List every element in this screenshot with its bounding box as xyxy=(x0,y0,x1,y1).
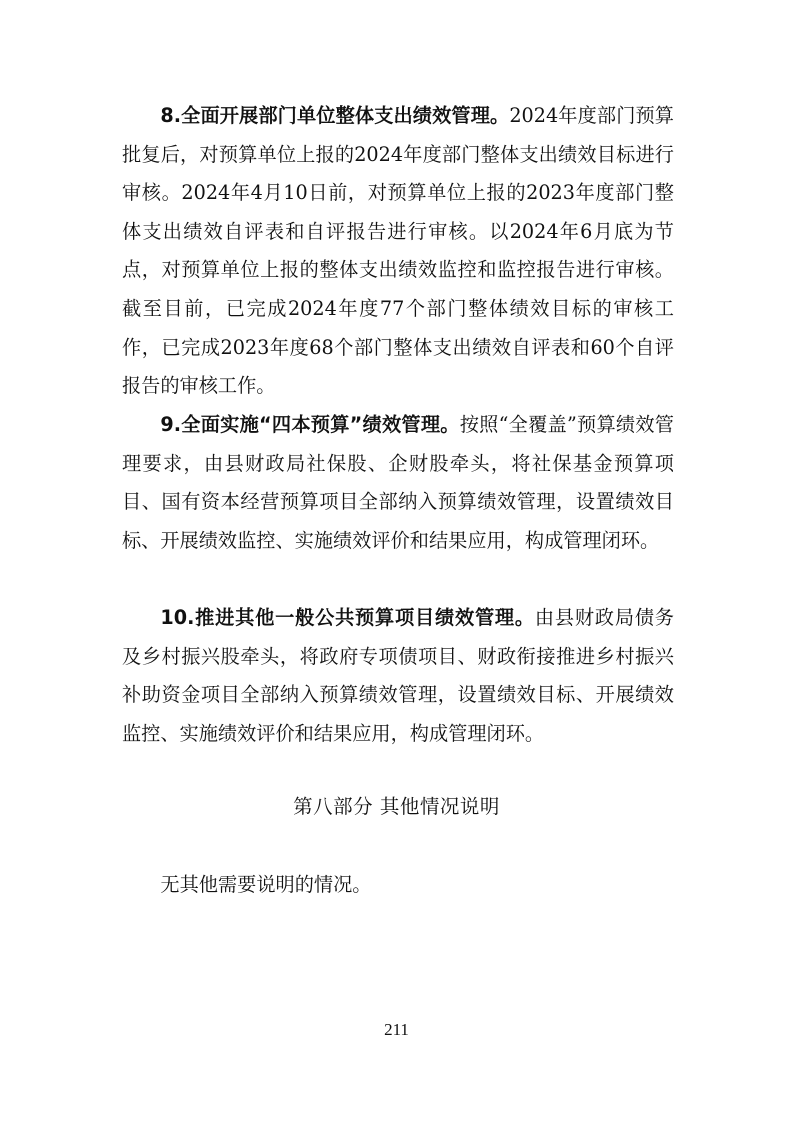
paragraph-text-9: 按照“全覆盖”预算绩效管理要求，由县财政局社保股、企财股牵头，将社保基金预算项目、国有资本经营预算项目全部纳入预算绩效管理，设置绩效目标、开展绩效监控、实施绩效评价和结果应用，构成管理闭环。 xyxy=(122,413,674,552)
page-number: 211 xyxy=(384,1020,409,1039)
section-heading: 第八部分 其他情况说明 xyxy=(293,795,500,818)
paragraph-item-10 xyxy=(122,599,674,753)
paragraph-item-8 xyxy=(122,97,674,406)
paragraph-text-10: 由县财政局债务及乡村振兴股牵头，将政府专项债项目、财政衔接推进乡村振兴补助资金项目全部纳入预算绩效管理，设置绩效目标、开展绩效监控、实施绩效评价和结果应用，构成管理闭环。 xyxy=(122,606,674,745)
paragraph-text-8: 2024年度部门预算批复后，对预算单位上报的2024年度部门整体支出绩效目标进行审核。2024年4月10日前，对预算单位上报的2023年度部门整体支出绩效自评表和自评报告进行审核。以2024年6月底为节点，对预算单位上报的整体支出绩效监控和监控报告进行审核。截至目前，已完成2024年度77个部门整体绩效目标的审核工作，已完成2023年度68个部门整体支出绩效自评表和60个自评报告的审核工作。 xyxy=(122,104,674,398)
paragraph-lead-8: 8.全面开展部门单位整体支出绩效管理。 xyxy=(160,104,510,127)
paragraph-item-9 xyxy=(122,406,674,560)
section-note: 无其他需要说明的情况。 xyxy=(160,873,372,896)
paragraph-lead-9: 9.全面实施“四本预算”绩效管理。 xyxy=(160,413,460,436)
paragraph-lead-10: 10.推进其他一般公共预算项目绩效管理。 xyxy=(160,606,535,629)
